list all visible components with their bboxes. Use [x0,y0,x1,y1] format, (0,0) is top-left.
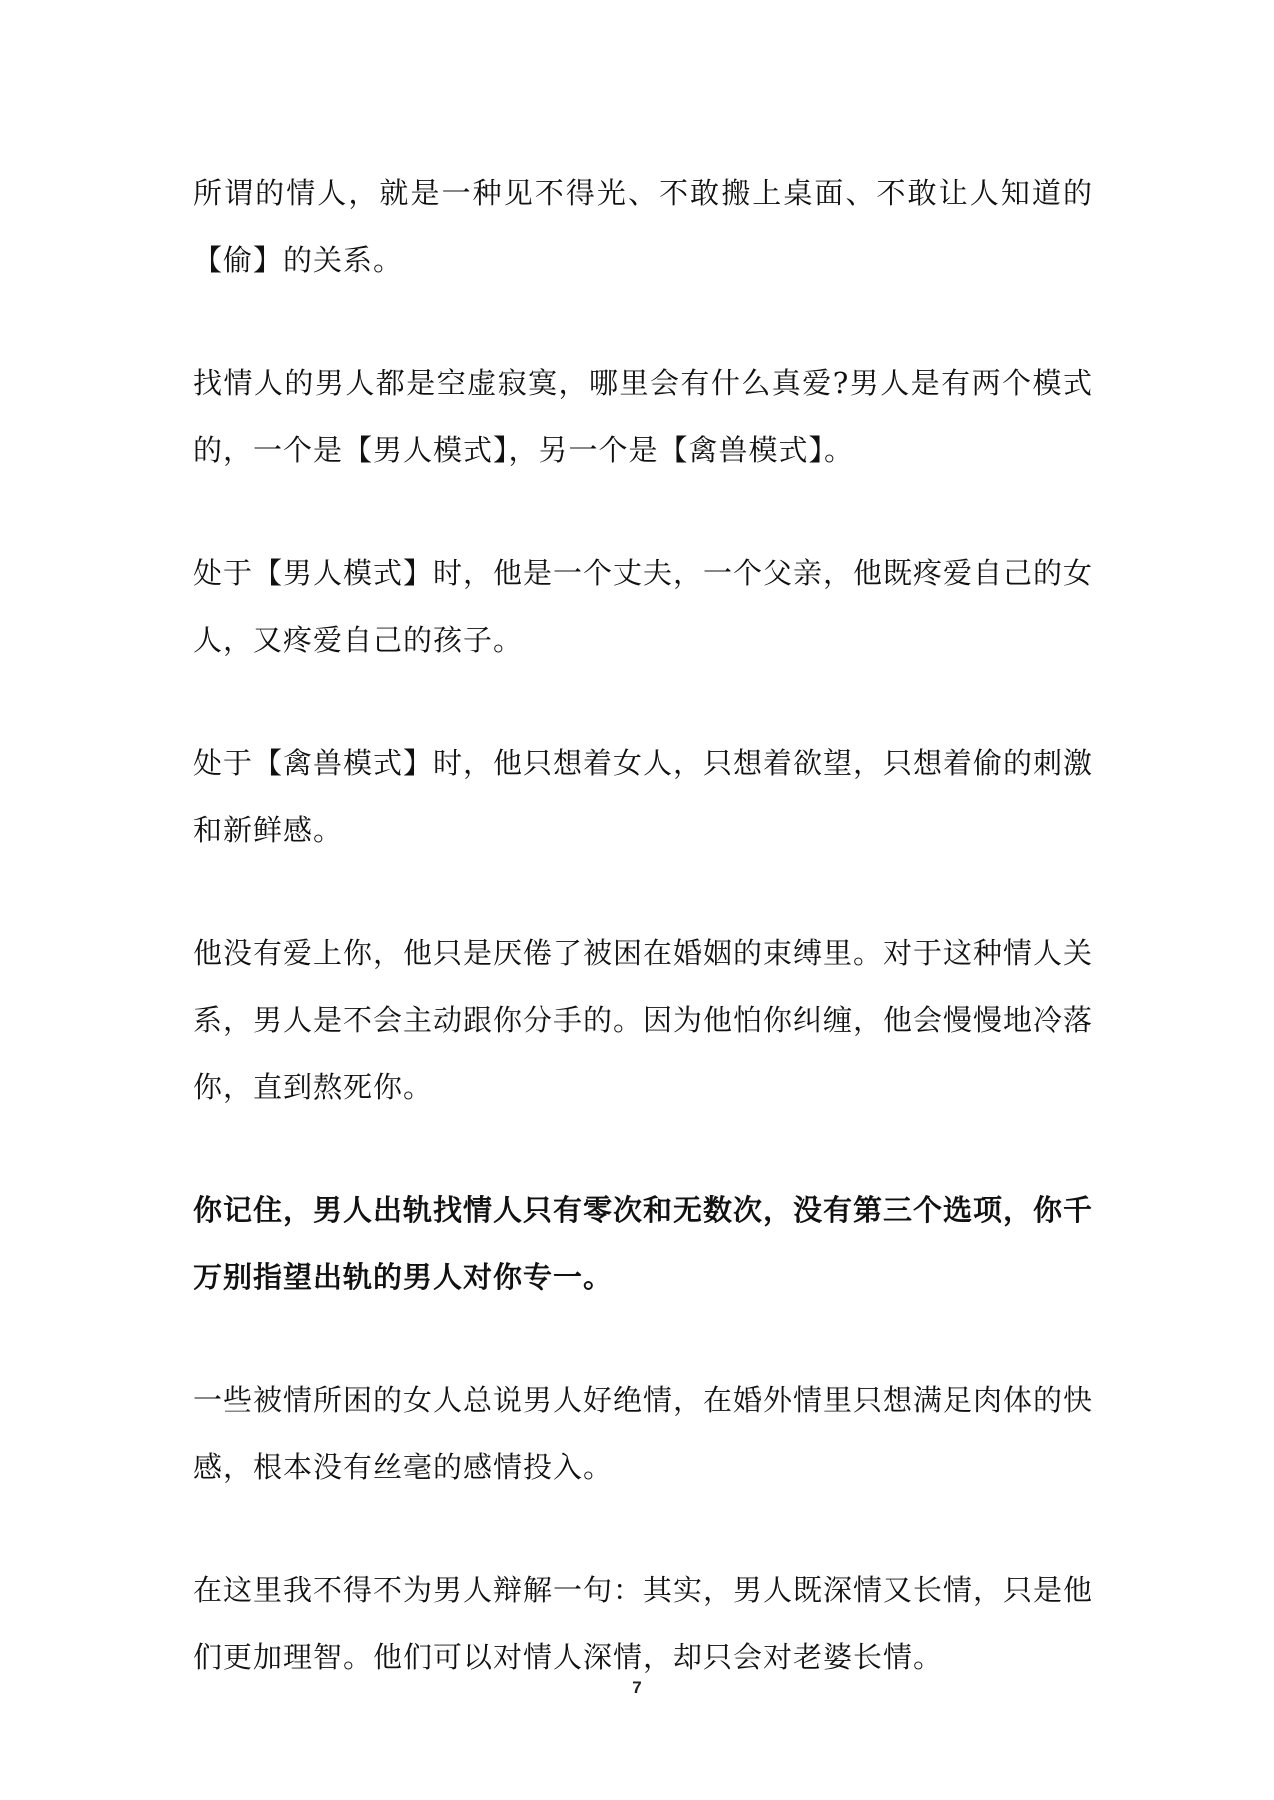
page-number: 7 [632,1678,642,1697]
paragraph-7: 一些被情所困的女人总说男人好绝情，在婚外情里只想满足肉体的快感，根本没有丝毫的感情投入。 [193,1383,1094,1484]
paragraph-4: 处于【禽兽模式】时，他只想着女人，只想着欲望，只想着偷的刺激和新鲜感。 [193,746,1094,847]
paragraph-2: 找情人的男人都是空虚寂寞，哪里会有什么真爱?男人是有两个模式的，一个是【男人模式】，另一个是【禽兽模式】。 [193,366,1093,467]
paragraph-6-emphasis: 你记住，男人出轨找情人只有零次和无数次，没有第三个选项，你千万别指望出轨的男人对你专一。 [193,1193,1094,1294]
document-body [193,160,1093,1747]
paragraph-3: 处于【男人模式】时，他是一个丈夫，一个父亲，他既疼爱自己的女人，又疼爱自己的孩子。 [193,556,1094,657]
paragraph-1: 所谓的情人，就是一种见不得光、不敢搬上桌面、不敢让人知道的【偷】的关系。 [193,176,1093,277]
paragraph-5: 他没有爱上你，他只是厌倦了被困在婚姻的束缚里。对于这种情人关系，男人是不会主动跟你分手的。因为他怕你纠缠，他会慢慢地冷落你，直到熬死你。 [193,936,1094,1104]
paragraph-8: 在这里我不得不为男人辩解一句：其实，男人既深情又长情，只是他们更加理智。他们可以对情人深情，却只会对老婆长情。 [193,1573,1094,1674]
